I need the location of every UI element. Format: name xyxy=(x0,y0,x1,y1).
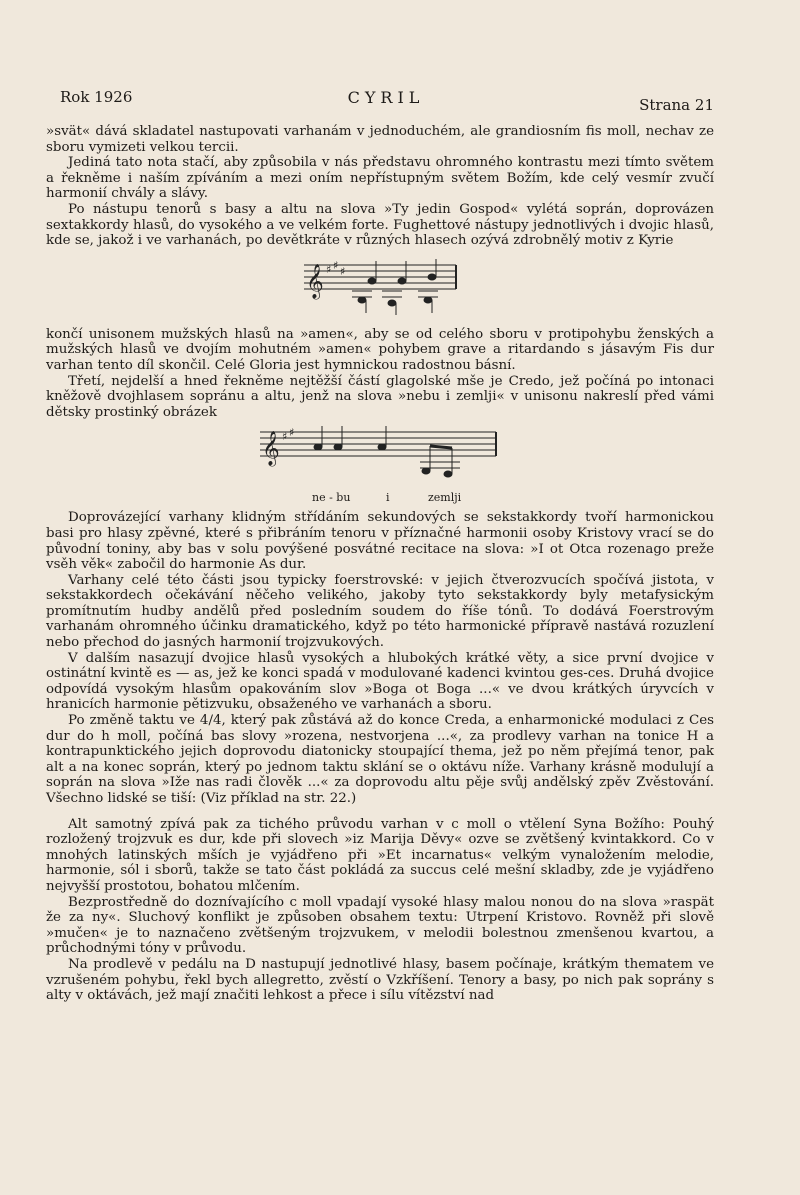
svg-text:♯: ♯ xyxy=(333,258,339,272)
music-example-credo-nebu xyxy=(46,426,714,506)
lyric-zemlji: zemlji xyxy=(428,491,462,505)
paragraph: »svät« dává skladatel nastupovati varhanám v jednoduchém, ale grandiosním fis moll, nechav ze sboru vymizeti velkou tercii. xyxy=(46,124,714,155)
running-header xyxy=(58,84,714,114)
article-body xyxy=(46,124,714,1004)
svg-text:𝄞: 𝄞 xyxy=(262,431,280,467)
paragraph: Jediná tato nota stačí, aby způsobila v nás představu ohromného kontrastu mezi tímto světem a řekněme i naším zpíváním a mezi oním nepřístupným světem Božím, kde celý vesmír zvučí harmonií chvály a slávy. xyxy=(46,155,714,202)
paragraph: Třetí, nejdelší a hned řekněme nejtěžší částí glagolské mše je Credo, jež počíná po intonaci kněžově dvojhlasem sopránu a altu, jenž na slova »nebu i zemlji« v unisonu nakreslí před vámi dětsky prostinký obrázek xyxy=(46,373,714,420)
staff-notation xyxy=(46,426,714,488)
paragraph: Na prodlevě v pedálu na D nastupují jednotlivé hlasy, basem počínaje, krátkým thematem ve vzrušeném pohybu, řekl bych allegretto, zvěstí o Vzkříšení. Tenory a basy, po nich pak soprány s alty v oktávách, jež mají značiti lehkost a přece i sílu vítězství nad xyxy=(46,956,714,1004)
paragraph: Varhany celé této části jsou typicky foerstrovské: v jejich čtverozvucích spočívá jistota, v sekstakkordech očekávání něčeho velikého, jakoby tyto sekstakkordy byly metafysickým promítnutím hudby andělů před posledním soudem do říše tónů. To dodává Foerstrovým varhanám ohromného účinku dramatického, když po této harmonické přípravě nastává rozuzlení nebo přechod do jasných harmonií trojzvukových. xyxy=(46,572,714,651)
header-journal-title: CYRIL xyxy=(347,88,425,107)
music-example-kyrie-motif xyxy=(46,255,714,317)
paragraph: Po změně taktu ve 4/4, který pak zůstává až do konce Creda, a enharmonické modulaci z Ces dur do h moll, počíná bas slovy »rozena, nestvorjena ...«, za prodlevy varhan na tonice H a kontrapunktického jejich doprovodu diatonicky stoupající thema, jež po něm přejímá tenor, pak alt a na konec soprán, který po jednom taktu sklání se o oktávu níže. Varhany krásně modulují a soprán na slova »Iže nas radi člověk ...« za doprovodu altu pěje svůj andělský zpěv Zvěstování. Všechno lidské se tiší: (Viz příklad na str. 22.) xyxy=(46,713,714,806)
header-page-number: Strana 21 xyxy=(639,96,714,114)
paragraph: V dalším nasazují dvojice hlasů vysokých a hlubokých krátké věty, a sice první dvojice v ostinátní kvintě es — as, jež ke konci spadá v modulované kadenci kvintou ges-ces. Druhá dvojice odpovídá vysokým hlasům opakováním slov »Boga ot Boga ...« ve dvou krátkých úryvcích v hranicích harmonie pětizvuku, obsaženého ve varhanách a sboru. xyxy=(46,650,714,713)
paragraph: končí unisonem mužských hlasů na »amen«, aby se od celého sboru v protipohybu ženských a mužských hlasů ve dvojím mohutném »amen« pohybem grave a ritardando s jásavým Fis dur varhan tento díl skončil. Celé Gloria jest hymnickou radostnou básní. xyxy=(46,326,714,373)
svg-text:♯: ♯ xyxy=(326,262,332,276)
paragraph: Alt samotný zpívá pak za tichého průvodu varhan v c moll o vtělení Syna Božího: Pouhý rozložený trojzvuk es dur, kde při slovech »iz Marija Děvy« ozve se zvětšený kvintakkord. Co v mnohých latinských mších je vyjádřeno při »Et incarnatus« velkým vynaložením melodie, harmonie, sól i sborů, takže se tato část pokládá za succus celé mešní skladby, zde je vyjádřeno nejvyšší prostotou, bohatou mlčením. xyxy=(46,816,714,894)
svg-text:♯: ♯ xyxy=(282,430,288,444)
staff-notation xyxy=(46,255,714,317)
header-year: Rok 1926 xyxy=(60,88,133,106)
lyric-ne-bu: ne - bu xyxy=(312,491,351,505)
svg-text:𝄞: 𝄞 xyxy=(306,263,324,299)
paragraph: Bezprostředně do doznívajícího c moll vpadají vysoké hlasy malou nonou do na slova »raspät že za ny«. Sluchový konflikt je způsoben obsahem textu: Utrpení Kristovo. Rovněž při slově »mučen« je to naznačeno zvětšeným trojzvukem, v melodii bolestnou zmenšenou kvartou, a průchodnými tóny v průvodu. xyxy=(46,894,714,957)
svg-text:♯: ♯ xyxy=(289,426,295,440)
paragraph: Doprovázející varhany klidným střídáním sekundových se sekstakkordy tvoří harmonickou basi pro hlasy zpěvné, které s přibráním tenoru v příznačné harmonii osoby Kristovy vrací se do původní toniny, aby bas v solu povýšené posvátné recitace na slova: »I ot Otca rozenago preže vsěh věk« zabočil do harmonie As dur. xyxy=(46,510,714,573)
paragraph: Po nástupu tenorů s basy a altu na slova »Ty jedin Gospod« vylétá soprán, doprovázen sextakkordy hlasů, do vysokého a ve velkém forte. Fughettové nástupy jednotlivých i dvojic hlasů, kde se, jakož i ve varhanách, po devětkráte v různých hlasech ozývá zdrobnělý motiv z Kyrie xyxy=(46,201,714,249)
svg-text:♯: ♯ xyxy=(340,264,346,278)
lyric-i: i xyxy=(386,491,390,505)
